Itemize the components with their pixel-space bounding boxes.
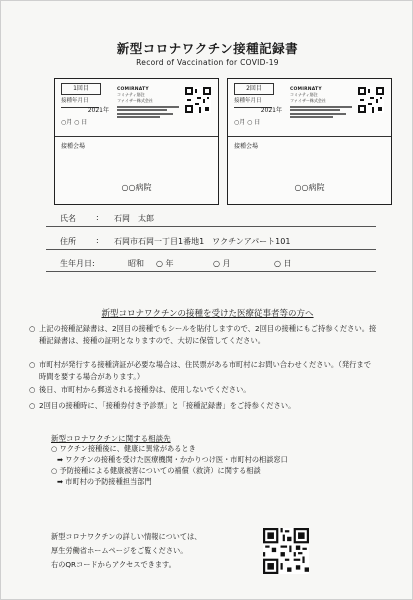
consultation-line-3: ○ 予防接種による健康被害についての補償（救済）に関する相談 — [51, 466, 261, 475]
birth-day: ○ 日 — [274, 259, 292, 268]
footer-line-3: 右のQRコードからアクセスできます。 — [51, 560, 176, 569]
mhlw-qr-code-icon — [263, 528, 309, 574]
date-label: 接種年月日 — [61, 94, 99, 108]
notice-item-4 — [29, 400, 377, 412]
birthdate-row — [46, 256, 376, 272]
hospital-name: ○○病院 — [121, 183, 152, 192]
name-label: 氏名 — [60, 214, 76, 223]
bullet-circle-icon: ○ — [29, 324, 36, 333]
dose-label: 1回目 — [61, 83, 101, 95]
vaccine-sticker — [117, 87, 179, 125]
notice-text: 上記の接種記録書は、2回目の接種でもシールを貼付しますので、2回目の接種にもご持参ください。接種記録書は、接種の証明となりますので、大切に保管してください。 — [39, 324, 377, 345]
name-separator: : — [96, 213, 99, 222]
bullet-circle-icon: ○ — [29, 360, 36, 369]
vaccine-sticker — [290, 87, 352, 125]
vaccine-line-2: ファイザー株式会社 — [290, 98, 326, 103]
notice-text: 2回目の接種時に、「接種券付き予診票」と「接種記録書」をご持参ください。 — [39, 401, 296, 410]
month-day-value: ○月 ○ 日 — [234, 119, 261, 126]
notice-text: 後日、市町村から郵送される接種券は、使用しないでください。 — [39, 385, 251, 394]
hospital-name: ○○病院 — [294, 183, 325, 192]
consultation-line-4: ➡ 市町村の予防接種担当部門 — [57, 477, 152, 486]
notice-item-2 — [29, 359, 377, 382]
dose-card-1 — [54, 78, 219, 205]
notice-text: 市町村が発行する接種済証が必要な場合は、住民票がある市町村にお問い合わせください。（発行まで時間を要する場合があります。） — [39, 360, 372, 381]
page-subtitle: Record of Vaccination for COVID-19 — [136, 58, 279, 67]
vaccine-brand: COMIRNATY — [290, 87, 322, 92]
qr-code-icon — [358, 87, 384, 113]
birth-year: ○ 年 — [156, 259, 174, 268]
vaccine-brand: COMIRNATY — [117, 87, 149, 92]
bullet-circle-icon: ○ — [29, 385, 36, 394]
bullet-circle-icon: ○ — [29, 401, 36, 410]
consultation-line-2: ➡ ワクチンの接種を受けた医療機関・かかりつけ医・市町村の相談窓口 — [57, 455, 288, 464]
year-value: 2021年 — [260, 107, 282, 114]
vaccine-line-1: コミナティ筋注 — [117, 92, 145, 97]
notice-title: 新型コロナワクチンの接種を受けた医療従事者等の方へ — [101, 309, 314, 319]
footer-line-2: 厚生労働省ホームページをご覧ください。 — [51, 546, 188, 555]
birthdate-label: 生年月日: — [60, 259, 95, 268]
notice-item-3 — [29, 384, 377, 396]
address-separator: : — [96, 236, 99, 245]
year-value: 2021年 — [87, 107, 109, 114]
venue-label: 接種会場 — [61, 143, 86, 150]
dose-label: 2回目 — [234, 83, 274, 95]
qr-code-icon — [185, 87, 211, 113]
address-row — [46, 234, 376, 250]
vaccine-line-2: ファイザー株式会社 — [117, 98, 153, 103]
address-label: 住所 — [60, 237, 76, 246]
consultation-line-1: ○ ワクチン接種後に、健康に異常があるとき — [51, 444, 196, 453]
name-value: 石岡 太郎 — [114, 214, 154, 223]
page-title: 新型コロナワクチン接種記録書 — [116, 41, 299, 56]
birth-era: 昭和 — [128, 259, 144, 268]
notice-item-1 — [29, 323, 377, 346]
dose-card-2 — [227, 78, 392, 205]
month-day-value: ○月 ○ 日 — [61, 119, 88, 126]
name-row — [46, 211, 376, 227]
date-label: 接種年月日 — [234, 94, 272, 108]
vaccine-line-1: コミナティ筋注 — [290, 92, 318, 97]
venue-label: 接種会場 — [234, 143, 259, 150]
consultation-title: 新型コロナワクチンに関する相談先 — [51, 434, 171, 443]
footer-line-1: 新型コロナワクチンの詳しい情報については、 — [51, 532, 202, 541]
address-value: 石岡市石岡一丁目1番地1 ワクチンアパート101 — [114, 237, 291, 246]
birth-month: ○ 月 — [213, 259, 231, 268]
